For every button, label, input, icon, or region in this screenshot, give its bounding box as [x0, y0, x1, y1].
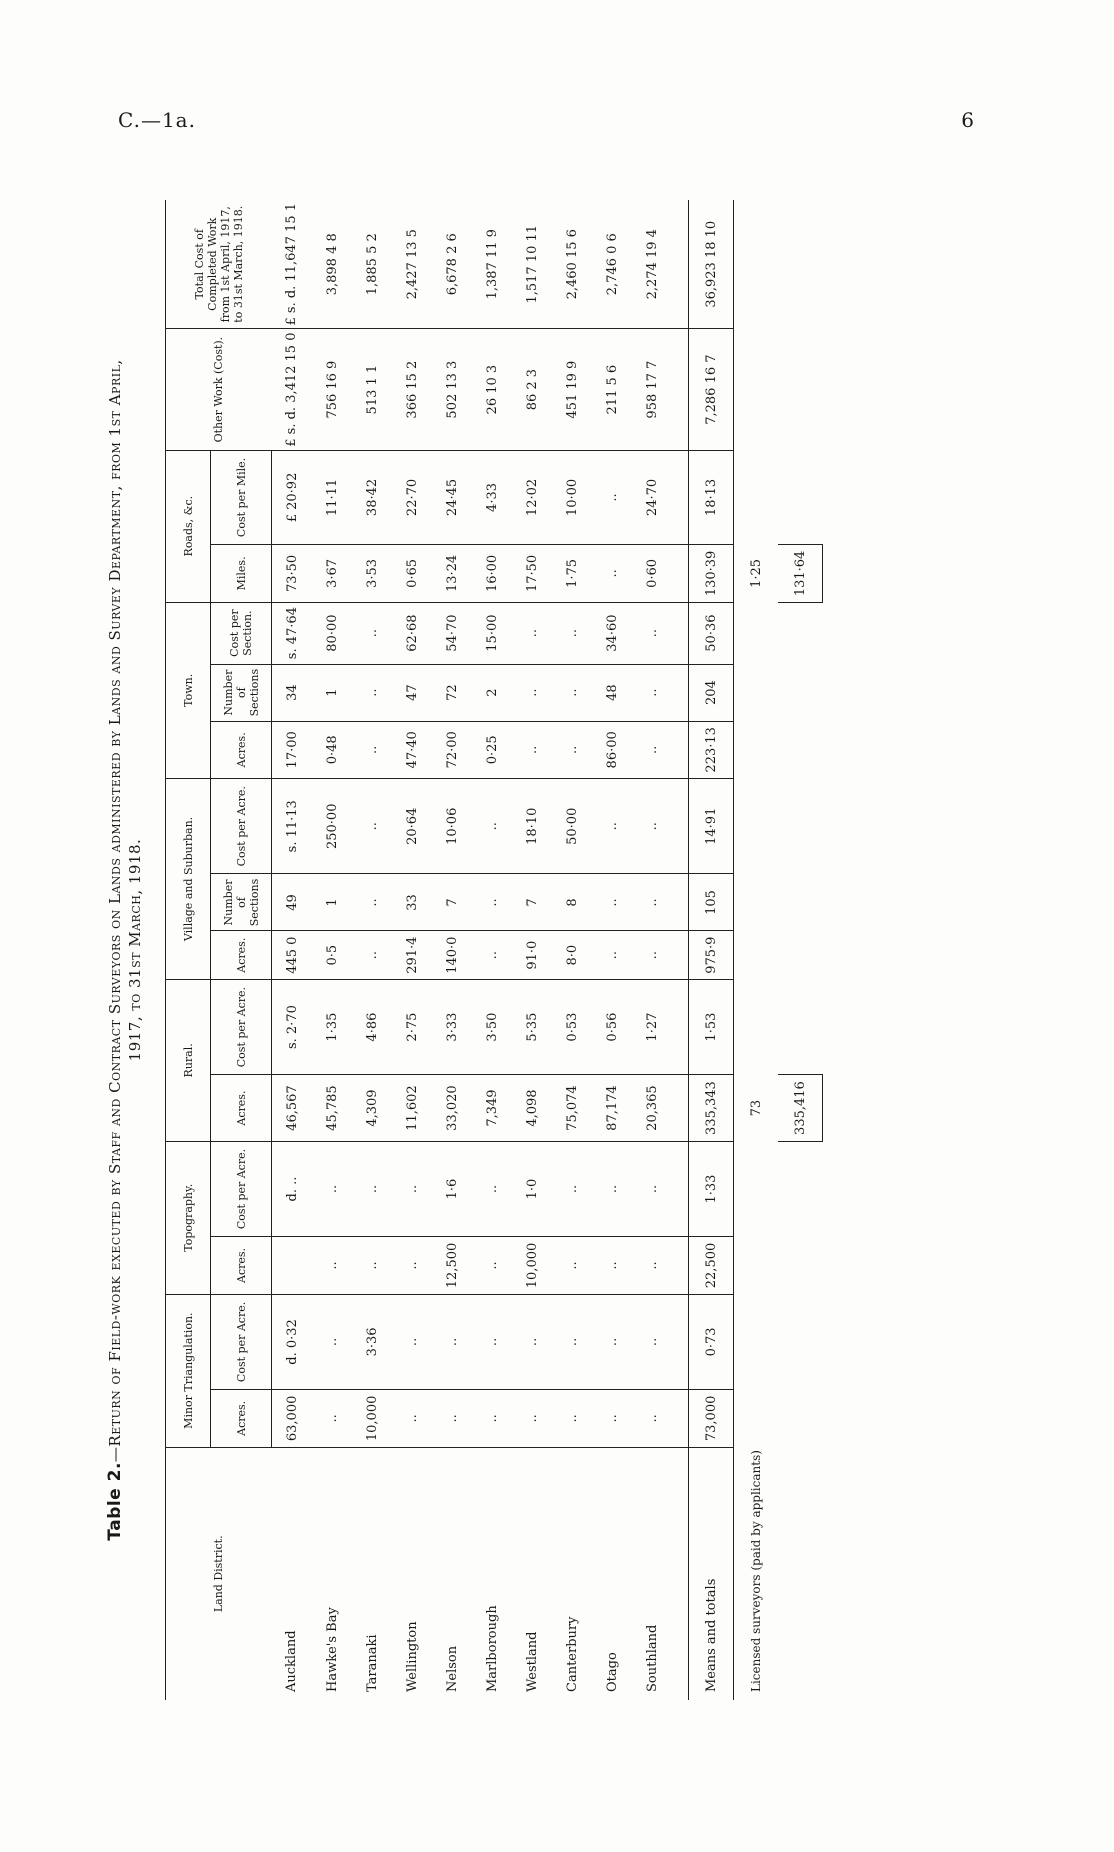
means-row	[689, 200, 734, 1700]
table-cell: ..	[472, 1390, 512, 1447]
header-town-acres: Acres.	[211, 721, 272, 778]
table-cell: 54·70	[432, 602, 472, 664]
table-cell: 15·00	[472, 602, 512, 664]
table-cell: 34·60	[592, 602, 632, 664]
table-cell: ..	[592, 1237, 632, 1294]
header-minor-triangulation: Minor Triangulation.	[166, 1294, 211, 1447]
table-cell: ..	[592, 779, 632, 874]
table-cell: 140·0	[432, 931, 472, 979]
table-cell	[272, 1237, 313, 1294]
header-topography: Topography.	[166, 1141, 211, 1294]
table-cell: ..	[472, 1237, 512, 1294]
table-cell: 63,000	[272, 1390, 313, 1447]
table-cell: ..	[552, 1294, 592, 1389]
table-cell	[778, 664, 823, 721]
table-cell: 72·00	[432, 721, 472, 778]
table-cell: 10·06	[432, 779, 472, 874]
header-village-cost: Cost per Acre.	[211, 779, 272, 874]
table-cell	[734, 1294, 779, 1389]
header-roads: Roads, &c.	[166, 450, 211, 602]
table-cell: ..	[512, 721, 552, 778]
table-cell: 62·68	[392, 602, 432, 664]
table-cell: 3·33	[432, 979, 472, 1074]
table-cell: 14·91	[689, 779, 734, 874]
table-cell: d. 0·32	[272, 1294, 313, 1389]
table-cell: ..	[552, 664, 592, 721]
table-cell: 513 1 1	[352, 329, 392, 450]
table-cell: ..	[512, 1390, 552, 1447]
header-village-sections: Number of Sections	[211, 874, 272, 931]
table-cell: 3,898 4 8	[312, 200, 352, 329]
table-cell: ..	[592, 545, 632, 602]
table-row	[592, 200, 632, 1700]
table-cell: ..	[352, 874, 392, 931]
table-title-prefix: Table 2.	[105, 1462, 125, 1541]
table-cell: 1·0	[512, 1141, 552, 1236]
table-cell: ..	[352, 1141, 392, 1236]
table-cell: 445 0	[272, 931, 313, 979]
table-cell: 36,923 18 10	[689, 200, 734, 329]
table-cell	[734, 450, 779, 544]
table-cell: 10·00	[552, 450, 592, 544]
table-cell: ..	[592, 1141, 632, 1236]
table-cell: 1,517 10 11	[512, 200, 552, 329]
table-cell: £ s. d. 3,412 15 0	[272, 329, 313, 450]
table-cell: 24·45	[432, 450, 472, 544]
table-cell: s. 2·70	[272, 979, 313, 1074]
table-cell	[778, 721, 823, 778]
table-cell: 22·70	[392, 450, 432, 544]
table-cell: 86 2 3	[512, 329, 552, 450]
grand-total-rural: 335,416	[778, 1075, 823, 1141]
table-cell: 17·50	[512, 545, 552, 602]
cell-district: Means and totals	[689, 1447, 734, 1700]
table-cell	[778, 779, 823, 874]
table-cell	[734, 1237, 779, 1294]
table-title-line1: —Return of Field-work executed by Staff and Contract Surveyors on Lands administered by Lands and Survey Department, from 1st April,	[106, 359, 124, 1463]
table-cell: 73	[748, 1099, 764, 1117]
table-cell: 33	[392, 874, 432, 931]
table-cell: 1·25	[748, 558, 764, 588]
table-cell: 0·65	[392, 545, 432, 602]
cell-district: Auckland	[284, 1630, 300, 1692]
licensed-row	[734, 200, 779, 1700]
table-cell: 975·9	[689, 931, 734, 979]
table-cell: 1·6	[432, 1141, 472, 1236]
header-town-cost: Cost per Section.	[211, 602, 272, 664]
table-cell: ..	[392, 1294, 432, 1389]
table-cell: 1	[312, 664, 352, 721]
table-cell: 2,746 0 6	[592, 200, 632, 329]
table-cell: ..	[632, 931, 672, 979]
table-cell: 33,020	[432, 1075, 472, 1141]
table-cell: £ s. d. 11,647 15 1	[272, 200, 313, 329]
table-cell: 1·27	[632, 979, 672, 1074]
header-village: Village and Suburban.	[166, 779, 211, 980]
table-cell: 0·73	[689, 1294, 734, 1389]
table-cell: 10,000	[352, 1390, 392, 1447]
table-cell	[734, 979, 779, 1074]
table-cell: ..	[632, 721, 672, 778]
table-cell: 756 16 9	[312, 329, 352, 450]
table-cell: 17·00	[272, 721, 313, 778]
cell-district: Marlborough	[484, 1605, 500, 1692]
table-cell	[778, 1447, 823, 1700]
table-cell	[778, 931, 823, 979]
table-cell: 4,309	[352, 1075, 392, 1141]
table-cell: ..	[592, 1390, 632, 1447]
table-cell: 18·13	[689, 450, 734, 544]
table-cell: ..	[472, 779, 512, 874]
table-cell: ..	[632, 1141, 672, 1236]
table-cell: ..	[632, 602, 672, 664]
table-cell: 18·10	[512, 779, 552, 874]
header-tri-cost: Cost per Acre.	[211, 1294, 272, 1389]
table-cell: ..	[432, 1294, 472, 1389]
table-cell: 8·0	[552, 931, 592, 979]
table-cell: 3·53	[352, 545, 392, 602]
table-cell: 7,286 16 7	[689, 329, 734, 450]
table-cell: ..	[432, 1390, 472, 1447]
table-cell: 4,098	[512, 1075, 552, 1141]
table-cell: 0·5	[312, 931, 352, 979]
table-body	[272, 200, 823, 1700]
table-cell: ..	[512, 664, 552, 721]
table-cell: ..	[592, 874, 632, 931]
table-cell: 2,274 19 4	[632, 200, 672, 329]
table-cell: ..	[472, 1294, 512, 1389]
table-cell: ..	[472, 874, 512, 931]
rotated-table-region	[105, 190, 1005, 1710]
table-row	[632, 200, 672, 1700]
table-cell: 0·60	[632, 545, 672, 602]
table-cell: ..	[392, 1390, 432, 1447]
table-cell: 24·70	[632, 450, 672, 544]
table-cell: ..	[352, 664, 392, 721]
table-cell: 48	[592, 664, 632, 721]
header-other-work: Other Work (Cost).	[166, 329, 272, 450]
table-cell: 45,785	[312, 1075, 352, 1141]
table-row	[272, 200, 313, 1700]
table-cell: ..	[632, 1237, 672, 1294]
table-cell: ..	[312, 1390, 352, 1447]
table-cell: 13·24	[432, 545, 472, 602]
table-cell	[734, 664, 779, 721]
table-cell: ..	[632, 664, 672, 721]
table-cell: 1	[312, 874, 352, 931]
table-cell: 72	[432, 664, 472, 721]
table-cell: ..	[472, 931, 512, 979]
table-cell: 4·86	[352, 979, 392, 1074]
table-cell: 47·40	[392, 721, 432, 778]
header-rural-cost: Cost per Acre.	[211, 979, 272, 1074]
table-cell: 0·56	[592, 979, 632, 1074]
table-cell: ..	[552, 1390, 592, 1447]
table-cell: 87,174	[592, 1075, 632, 1141]
spacer-row	[672, 200, 689, 1700]
table-cell: 50·00	[552, 779, 592, 874]
table-cell: ..	[352, 779, 392, 874]
table-cell: 1,885 5 2	[352, 200, 392, 329]
header-town-sections: Number of Sections	[211, 664, 272, 721]
table-cell: ..	[552, 1141, 592, 1236]
table-cell: 502 13 3	[432, 329, 472, 450]
table-cell: ..	[552, 602, 592, 664]
table-cell: 4·33	[472, 450, 512, 544]
field-work-table	[165, 200, 823, 1700]
table-cell: 250·00	[312, 779, 352, 874]
table-cell: s. 47·64	[272, 602, 313, 664]
table-cell: 451 19 9	[552, 329, 592, 450]
table-cell: 73,000	[689, 1390, 734, 1447]
table-cell: 1·35	[312, 979, 352, 1074]
table-cell: d. ..	[272, 1141, 313, 1236]
table-cell: 91·0	[512, 931, 552, 979]
table-cell	[734, 721, 779, 778]
table-row	[432, 200, 472, 1700]
table-cell: ..	[632, 874, 672, 931]
table-cell: ..	[352, 721, 392, 778]
cell-district: Southland	[644, 1624, 660, 1692]
table-cell: ..	[352, 1237, 392, 1294]
table-cell	[734, 329, 779, 450]
header-topo-cost: Cost per Acre.	[211, 1141, 272, 1236]
table-cell: 3·67	[312, 545, 352, 602]
table-cell: 16·00	[472, 545, 512, 602]
table-cell: 75,074	[552, 1075, 592, 1141]
table-cell: 10,000	[512, 1237, 552, 1294]
table-cell: 47	[392, 664, 432, 721]
table-cell: 8	[552, 874, 592, 931]
header-rural: Rural.	[166, 979, 211, 1141]
table-cell	[778, 979, 823, 1074]
table-cell: 366 15 2	[392, 329, 432, 450]
table-cell	[778, 450, 823, 544]
table-cell: ..	[512, 602, 552, 664]
table-cell: 80·00	[312, 602, 352, 664]
table-cell: ..	[312, 1237, 352, 1294]
table-cell: 0·25	[472, 721, 512, 778]
table-cell: 11,602	[392, 1075, 432, 1141]
table-cell: 0·48	[312, 721, 352, 778]
table-cell: 2·75	[392, 979, 432, 1074]
table-row	[312, 200, 352, 1700]
header-total-cost: Total Cost of Completed Work from 1st April, 1917, to 31st March, 1918.	[166, 200, 272, 329]
header-roads-miles: Miles.	[211, 545, 272, 602]
table-row	[352, 200, 392, 1700]
table-cell: £ 20·92	[272, 450, 313, 544]
table-cell: 86·00	[592, 721, 632, 778]
cell-district: Otago	[604, 1652, 620, 1692]
table-cell: 958 17 7	[632, 329, 672, 450]
page-reference: C.—1a.	[118, 108, 196, 132]
table-cell: 130·39	[689, 545, 734, 602]
table-cell: 26 10 3	[472, 329, 512, 450]
table-cell: ..	[552, 1237, 592, 1294]
table-cell: 204	[689, 664, 734, 721]
table-cell: 2	[472, 664, 512, 721]
table-cell	[734, 779, 779, 874]
table-cell: ..	[512, 1294, 552, 1389]
table-cell: 20·64	[392, 779, 432, 874]
table-cell	[778, 874, 823, 931]
table-cell: ..	[592, 931, 632, 979]
table-row	[472, 200, 512, 1700]
header-topo-acres: Acres.	[211, 1237, 272, 1294]
table-cell	[778, 1390, 823, 1447]
table-cell: 7	[512, 874, 552, 931]
table-cell: 6,678 2 6	[432, 200, 472, 329]
table-cell: ..	[472, 1141, 512, 1236]
table-cell	[734, 931, 779, 979]
cell-district: Wellington	[404, 1621, 420, 1692]
table-cell	[778, 602, 823, 664]
table-cell: 291·4	[392, 931, 432, 979]
header-roads-cost: Cost per Mile.	[211, 450, 272, 544]
table-cell: 38·42	[352, 450, 392, 544]
table-cell: ..	[352, 602, 392, 664]
table-cell: 73·50	[272, 545, 313, 602]
table-cell	[778, 1294, 823, 1389]
table-cell: ..	[392, 1141, 432, 1236]
table-cell	[734, 1141, 779, 1236]
table-cell: 211 5 6	[592, 329, 632, 450]
table-cell: 12·02	[512, 450, 552, 544]
table-cell	[778, 1237, 823, 1294]
table-cell: 12,500	[432, 1237, 472, 1294]
table-cell: ..	[312, 1294, 352, 1389]
table-cell	[778, 200, 823, 329]
table-cell	[734, 874, 779, 931]
table-cell: 7	[432, 874, 472, 931]
table-cell: ..	[592, 1294, 632, 1389]
cell-district: Hawke's Bay	[324, 1607, 340, 1692]
licensed-label: Licensed surveyors (paid by applicants)	[749, 1450, 763, 1692]
table-cell: ..	[352, 931, 392, 979]
table-cell: 34	[272, 664, 313, 721]
table-row	[392, 200, 432, 1700]
header-tri-acres: Acres.	[211, 1390, 272, 1447]
table-cell: ..	[392, 1237, 432, 1294]
table-row	[512, 200, 552, 1700]
table-cell: 2,460 15 6	[552, 200, 592, 329]
table-cell: 1,387 11 9	[472, 200, 512, 329]
table-cell: ..	[592, 450, 632, 544]
table-cell: 49	[272, 874, 313, 931]
table-cell	[734, 1390, 779, 1447]
table-cell: 2,427 13 5	[392, 200, 432, 329]
table-cell: 1·53	[689, 979, 734, 1074]
table-row	[552, 200, 592, 1700]
table-cell	[778, 329, 823, 450]
table-cell: 11·11	[312, 450, 352, 544]
table-cell: 5·35	[512, 979, 552, 1074]
header-rural-acres: Acres.	[211, 1075, 272, 1141]
table-cell: 223·13	[689, 721, 734, 778]
cell-district: Canterbury	[564, 1616, 580, 1692]
table-cell: 20,365	[632, 1075, 672, 1141]
table-cell: 335,343	[689, 1075, 734, 1141]
table-cell: ..	[312, 1141, 352, 1236]
table-cell: 0·53	[552, 979, 592, 1074]
table-cell: 3·36	[352, 1294, 392, 1389]
table-title	[105, 190, 165, 1710]
table-cell: s. 11·13	[272, 779, 313, 874]
table-cell: 22,500	[689, 1237, 734, 1294]
table-cell: ..	[632, 1390, 672, 1447]
header-town: Town.	[166, 602, 211, 778]
cell-district: Taranaki	[364, 1634, 380, 1692]
table-cell: 50·36	[689, 602, 734, 664]
cell-district: Nelson	[444, 1645, 460, 1692]
table-title-line2: 1917, to 31st March, 1918.	[126, 838, 144, 1062]
table-cell	[734, 602, 779, 664]
page-number: 6	[961, 108, 974, 132]
table-cell: ..	[632, 1294, 672, 1389]
table-cell: ..	[632, 779, 672, 874]
table-cell: 105	[689, 874, 734, 931]
table-cell	[778, 1141, 823, 1236]
table-cell: 1·75	[552, 545, 592, 602]
table-cell: ..	[552, 721, 592, 778]
table-cell: 3·50	[472, 979, 512, 1074]
table-cell: 1·33	[689, 1141, 734, 1236]
table-cell: 46,567	[272, 1075, 313, 1141]
grand-total-miles: 131·64	[778, 545, 823, 602]
header-land-district: Land District.	[166, 1447, 272, 1700]
grand-total-row	[778, 200, 823, 1700]
header-village-acres: Acres.	[211, 931, 272, 979]
table-cell	[734, 200, 779, 329]
table-cell: 7,349	[472, 1075, 512, 1141]
cell-district: Westland	[524, 1631, 540, 1692]
